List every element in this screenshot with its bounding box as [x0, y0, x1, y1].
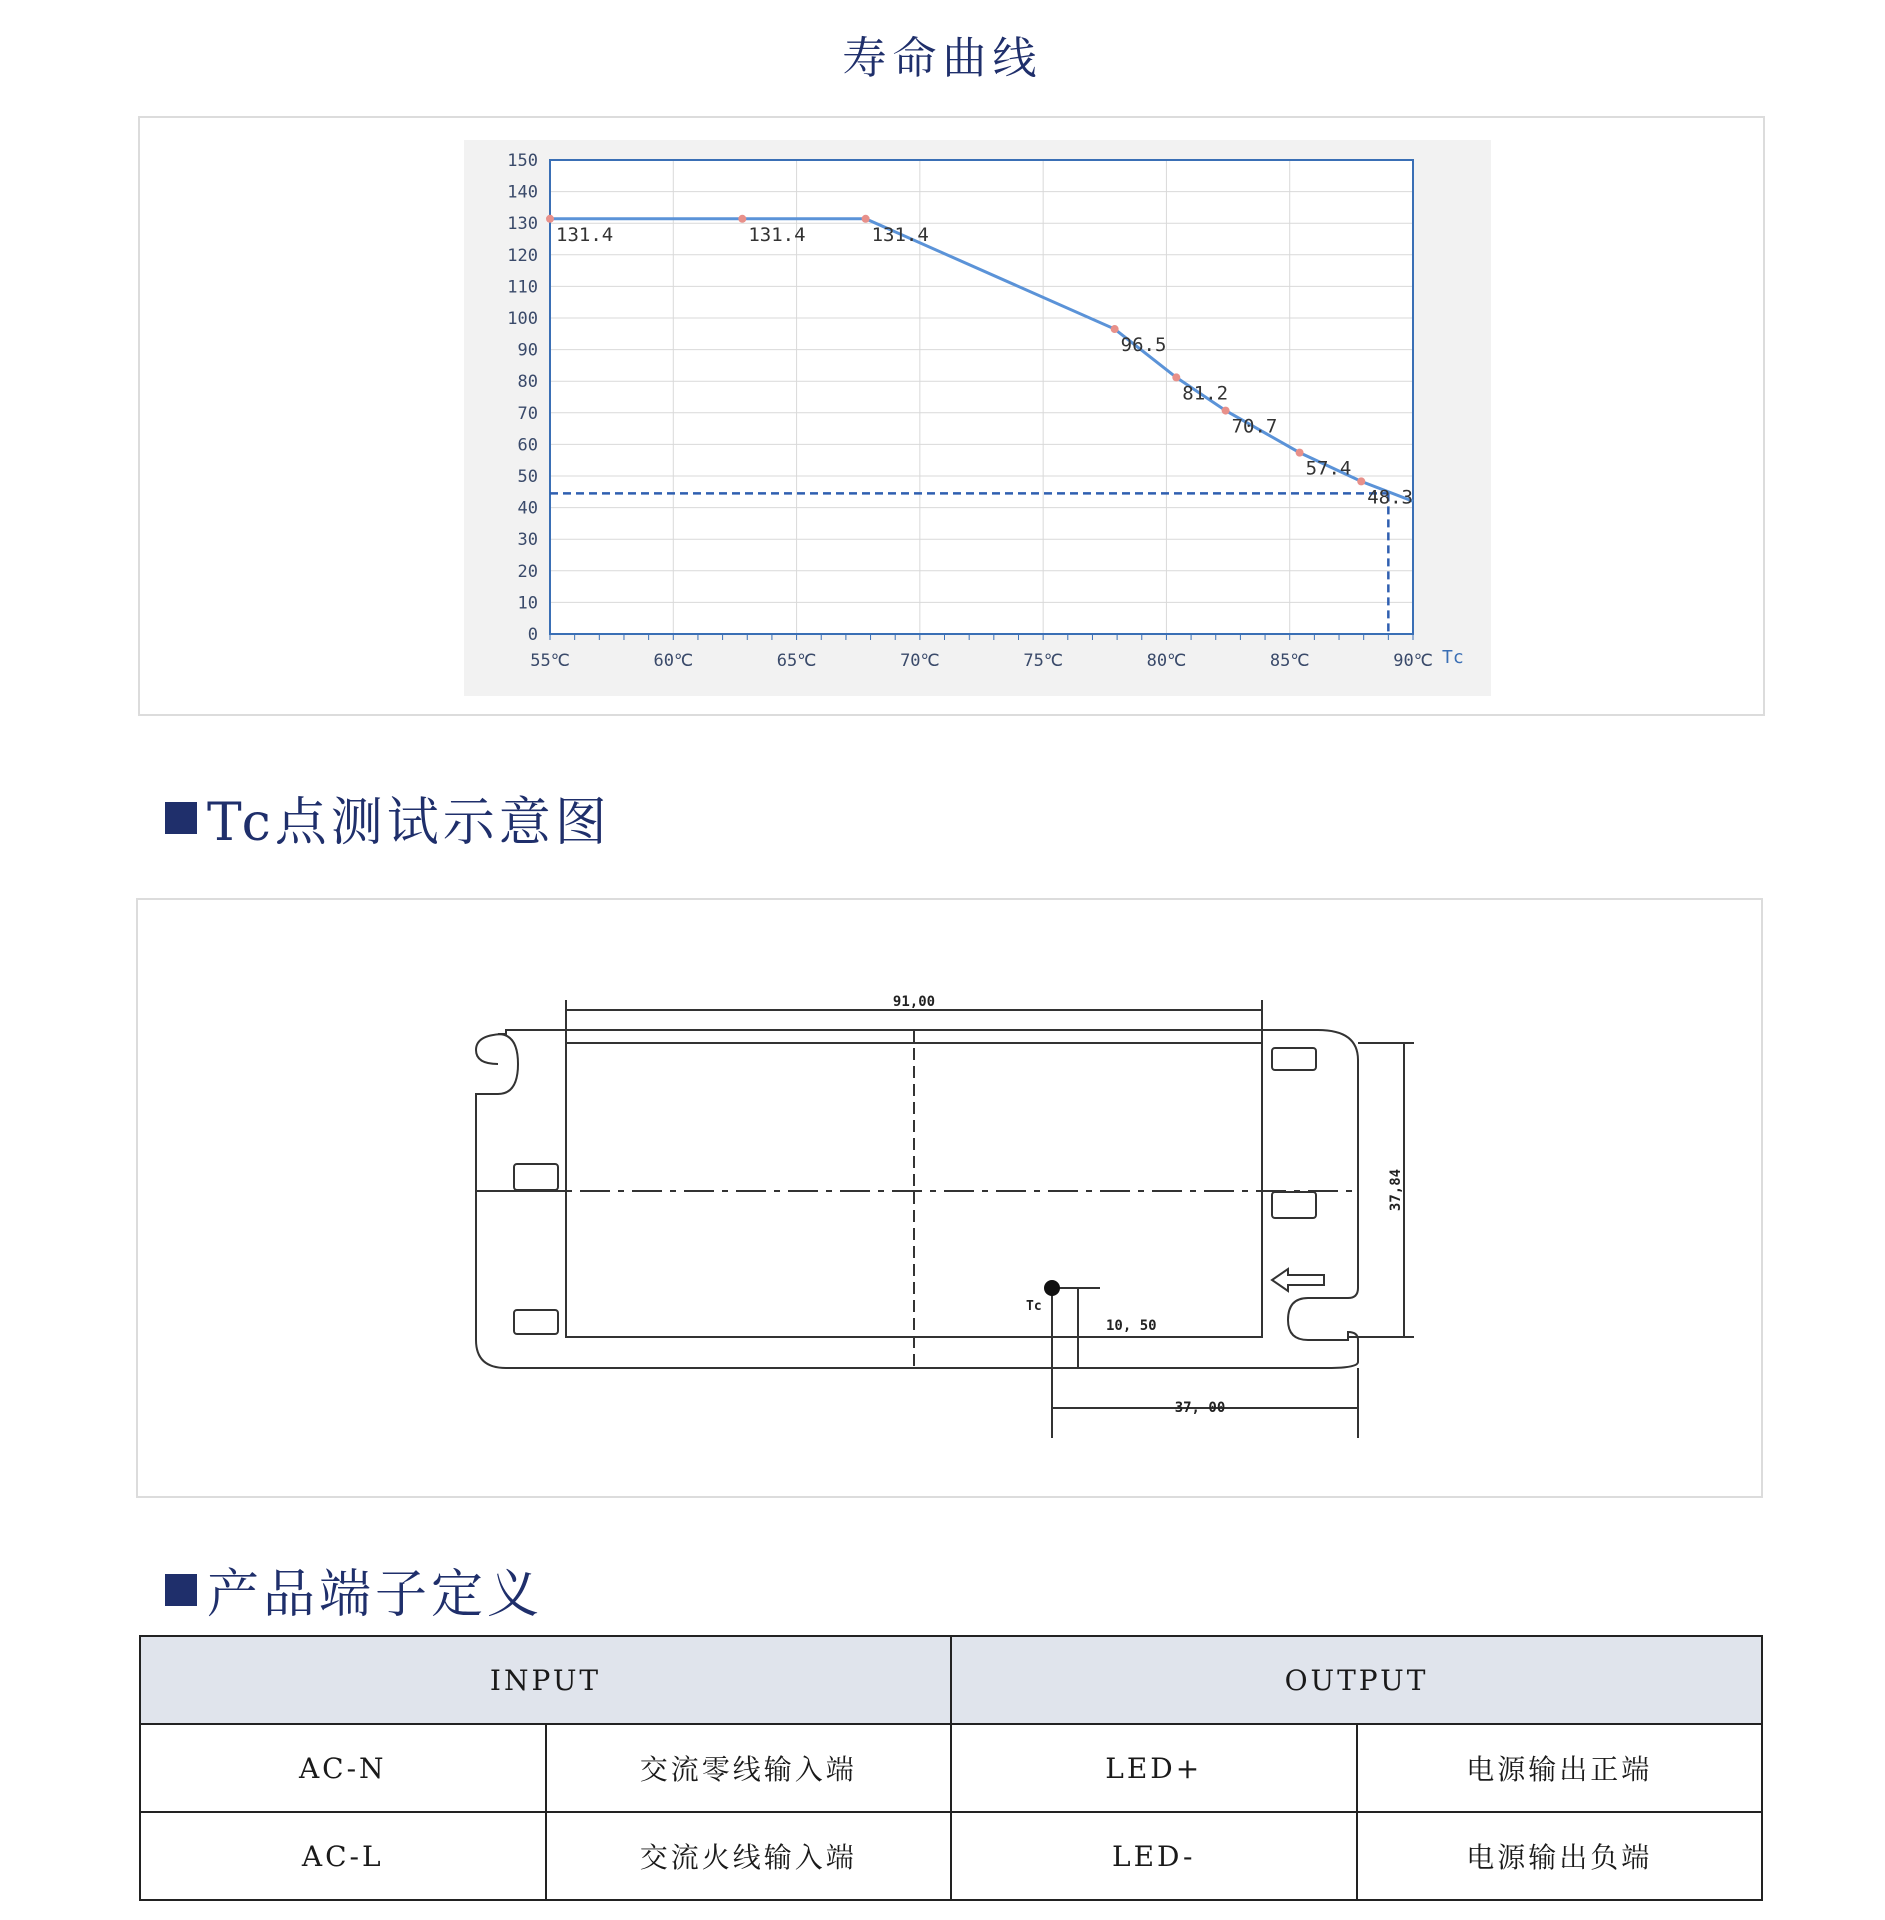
terminal-definition-heading	[165, 1552, 543, 1627]
dim-tc-x-text: 37, 00	[1174, 1400, 1226, 1416]
terminal-block-right-top	[1272, 1048, 1316, 1070]
terminal-block-left-lower	[514, 1310, 558, 1334]
plot-area	[550, 160, 1413, 634]
x-tick-label: 75℃	[1023, 651, 1063, 671]
data-label: 57.4	[1305, 457, 1352, 480]
y-tick-label: 130	[507, 214, 538, 235]
data-label: 131.4	[748, 223, 806, 246]
terminal-block-left-upper	[514, 1164, 558, 1190]
data-point	[1172, 373, 1180, 381]
input-desc-cell: 交流火线输入端	[546, 1812, 952, 1900]
dim-height-text: 37,84	[1388, 1168, 1404, 1212]
data-point	[1222, 407, 1230, 415]
data-point	[1111, 325, 1119, 333]
output-desc-cell: 电源输出正端	[1357, 1724, 1763, 1812]
terminal-definition-table	[139, 1635, 1763, 1901]
arrow-left-icon	[1272, 1269, 1324, 1291]
heading-square-icon	[165, 802, 197, 834]
y-tick-label: 100	[507, 309, 538, 329]
output-desc-cell: 电源输出负端	[1357, 1812, 1763, 1900]
data-label: 81.2	[1182, 382, 1229, 405]
input-desc-cell: 交流零线输入端	[546, 1724, 952, 1812]
chart-grid	[550, 160, 1413, 634]
output-code-cell: LED-	[951, 1812, 1357, 1900]
table-row	[140, 1724, 1762, 1812]
tc-point-marker	[1044, 1280, 1060, 1296]
y-tick-label: 30	[517, 530, 538, 551]
y-tick-label: 150	[507, 151, 538, 171]
tc-point-diagram	[138, 900, 1761, 1496]
output-code-cell: LED+	[951, 1724, 1357, 1812]
data-point	[738, 215, 746, 223]
y-tick-label: 80	[517, 372, 538, 393]
data-label: 70.7	[1231, 415, 1278, 438]
data-label: 131.4	[871, 223, 929, 246]
y-tick-label: 0	[527, 625, 538, 645]
x-tick-label: 60℃	[653, 651, 694, 671]
x-tick-label: 80℃	[1146, 651, 1187, 671]
page-title: 寿命曲线	[842, 33, 1043, 84]
x-tick-label: 70℃	[900, 651, 940, 671]
x-axis-label: Tc	[1442, 647, 1464, 668]
terminal-block-right-middle	[1272, 1192, 1316, 1218]
y-tick-label: 90	[517, 340, 538, 361]
data-label: 48.3	[1367, 486, 1413, 509]
tc-diagram-panel	[136, 898, 1763, 1498]
input-code-cell: AC-L	[140, 1812, 546, 1900]
output-header: OUTPUT	[951, 1636, 1762, 1724]
mount-slot-left	[476, 1034, 506, 1064]
y-tick-label: 70	[517, 403, 538, 424]
x-tick-label: 85℃	[1269, 651, 1310, 671]
data-point	[546, 215, 554, 223]
input-code-cell: AC-N	[140, 1724, 546, 1812]
y-tick-label: 60	[517, 435, 538, 456]
dim-width-text: 91,00	[892, 994, 936, 1010]
y-tick-label: 20	[517, 561, 538, 582]
y-tick-label: 110	[507, 277, 538, 298]
data-label: 131.4	[556, 223, 614, 246]
y-tick-label: 10	[517, 593, 538, 614]
heading-square-icon	[165, 1574, 197, 1606]
table-row	[140, 1812, 1762, 1900]
input-header: INPUT	[140, 1636, 951, 1724]
data-point	[1357, 477, 1365, 485]
data-label: 96.5	[1120, 334, 1167, 357]
x-tick-label: 90℃	[1393, 651, 1433, 671]
data-point	[1296, 449, 1304, 457]
tc-label-text: Tc	[1026, 1299, 1042, 1314]
y-tick-label: 40	[517, 498, 538, 519]
y-tick-label: 50	[517, 467, 538, 487]
tc-test-heading-text: Tc点测试示意图	[207, 793, 611, 853]
y-tick-label: 140	[507, 182, 538, 203]
dim-tc-y-text: 10, 50	[1106, 1318, 1157, 1334]
data-point	[862, 215, 870, 223]
tc-test-heading	[165, 780, 611, 855]
terminal-definition-heading-text: 产品端子定义	[207, 1565, 544, 1625]
y-tick-label: 120	[507, 245, 538, 266]
housing-outline	[476, 1030, 1358, 1368]
x-tick-label: 55℃	[530, 651, 570, 671]
life-curve-chart	[140, 118, 1763, 714]
x-tick-label: 65℃	[776, 651, 817, 671]
table-header-row	[140, 1636, 1762, 1724]
life-curve-panel	[138, 116, 1765, 716]
